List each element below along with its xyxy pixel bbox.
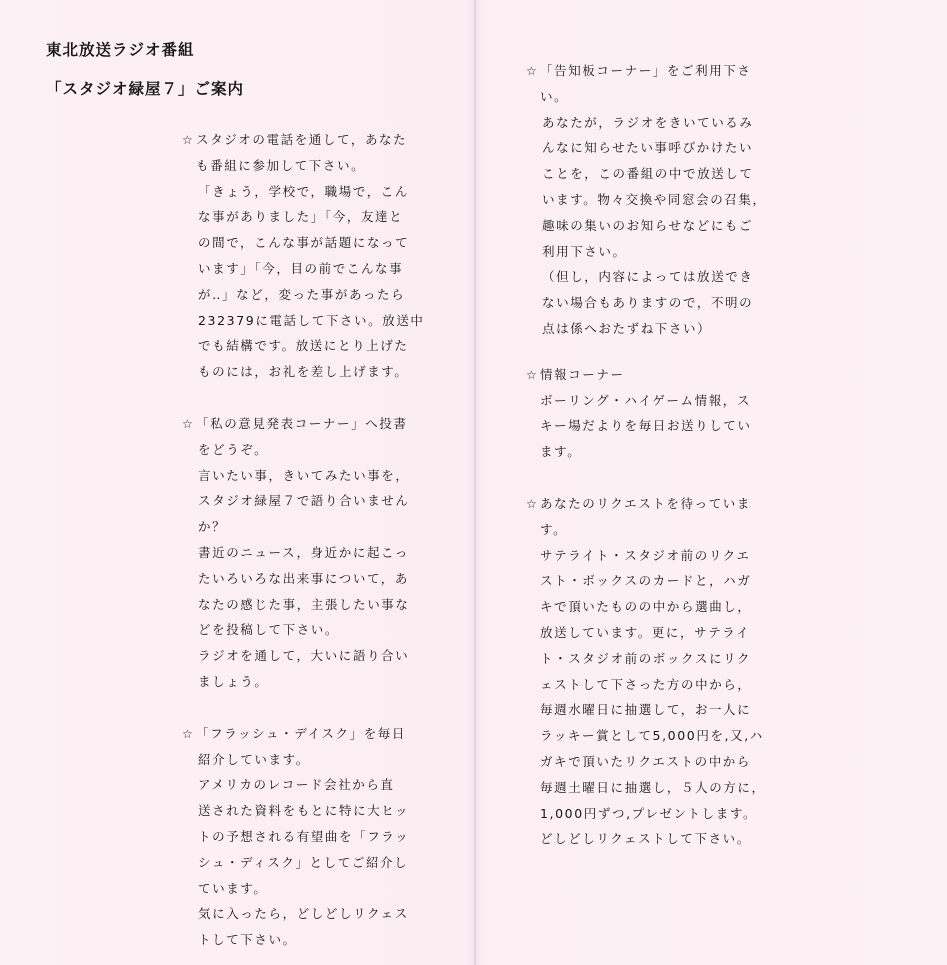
section-line: の間で，こんな事が話題になって (198, 235, 410, 251)
section-line: （但し，内容によっては放送でき (542, 269, 754, 285)
section-bulletin-board (526, 58, 776, 342)
section-line: 趣味の集いのお知らせなどにもご (542, 217, 754, 233)
section-line: ェストして下さった方の中から， (540, 676, 752, 692)
section-line: 紹介しています。 (198, 751, 310, 767)
section-line: か？ (198, 519, 227, 535)
section-line: ことを，この番組の中で放送して (542, 166, 754, 182)
section-line: トして下さい。 (198, 932, 297, 948)
section-line: でも結構です。放送にとり上げた (198, 338, 409, 354)
section-line: スタジオの電話を通して，あなた (196, 132, 408, 147)
section-line: シュ・ディスク」としてご紹介し (198, 854, 409, 870)
section-line: 1,000円ずつ,プレゼントします。 (540, 805, 758, 821)
star-icon: ☆ (182, 416, 195, 431)
section-line: たいろいろな出来事について，あ (198, 570, 410, 586)
section-opinion (182, 411, 432, 695)
section-line: います」「今，目の前でこんな事 (198, 260, 404, 276)
section-flash-disc (182, 721, 432, 953)
page-fold (474, 0, 476, 965)
right-column (526, 58, 776, 852)
section-line: す。 (540, 521, 568, 537)
section-line: スト・ボックスのカードと，ハガ (540, 573, 752, 589)
section-line: ラッキー賞として5,000円を,又,ハ (540, 728, 764, 744)
section-line: 232379に電話して下さい。放送中 (198, 312, 425, 328)
section-line: スタジオ緑屋７で語り合いません (198, 493, 410, 509)
section-line: なたの感じた事，主張したい事な (198, 596, 410, 612)
star-icon: ☆ (182, 133, 195, 147)
section-line: 毎週土曜日に抽選し，５人の方に， (540, 779, 766, 795)
section-request (526, 491, 776, 852)
section-line: 「告知板コーナー」をご利用下さ (540, 63, 752, 78)
section-line: サテライト・スタジオ前のリクエ (540, 547, 751, 563)
section-line: 情報コーナー (540, 366, 625, 382)
section-line: あなたのリクエストを待っていま (540, 495, 752, 511)
section-line: どしどしリクェストして下さい。 (540, 831, 751, 847)
section-line: 言いたい事，きいてみたい事を， (198, 467, 410, 483)
section-info (526, 362, 776, 465)
section-line: ラジオを通して，大いに語り合い (198, 648, 410, 664)
program-name: 東北放送ラジオ番組 (46, 41, 195, 59)
section-line: んなに知らせたい事呼びかけたい (542, 140, 754, 156)
section-line: います。物々交換や同窓会の召集， (542, 191, 767, 207)
star-icon: ☆ (182, 726, 195, 741)
section-line: アメリカのレコード会社から直 (198, 777, 395, 793)
section-line: 書近のニュース，身近かに起こっ (198, 544, 410, 560)
section-line: 「フラッシュ・デイスク」を毎日 (196, 725, 407, 741)
section-line: 「私の意見発表コーナー」へ投書 (196, 415, 408, 431)
section-line: 「きょう，学校で，職場で，こん (198, 183, 410, 199)
section-line: 放送しています。更に，サテライ (540, 624, 751, 640)
section-line: ト・スタジオ前のボックスにリク (540, 650, 752, 666)
section-line: い。 (540, 88, 569, 104)
section-line: ない場合もありますので，不明の (542, 295, 754, 311)
section-line: 利用下さい。 (542, 243, 627, 259)
section-line: 点は係へおたずね下さい） (542, 320, 712, 336)
section-line: トの予想される有望曲を「フラッ (198, 828, 410, 844)
section-line: ボーリング・ハイゲーム情報，ス (540, 392, 752, 408)
section-line: ています。 (198, 880, 268, 896)
section-line: あなたが，ラジオをきいているみ (542, 114, 754, 130)
section-line: も番組に参加して下さい。 (196, 157, 366, 173)
section-line: どを投稿して下さい。 (198, 622, 340, 638)
page-title: 「スタジオ緑屋７」ご案内 (46, 80, 245, 98)
section-phone (182, 127, 432, 385)
section-line: ます。 (540, 444, 582, 460)
section-line: キー場だよりを毎日お送りしてい (540, 418, 752, 434)
section-line: ものには，お礼を差し上げます。 (198, 364, 409, 380)
section-line: ガキで頂いたリクエストの中から (540, 753, 752, 769)
left-column (182, 127, 432, 953)
section-line: が‥」など，変った事があったら (198, 286, 406, 302)
section-line: ましょう。 (198, 673, 269, 689)
section-line: をどうぞ。 (198, 441, 269, 457)
section-line: 送された資料をもとに特に大ヒッ (198, 803, 410, 819)
section-line: 気に入ったら，どしどしリクェス (198, 906, 409, 922)
star-icon: ☆ (526, 367, 539, 382)
section-line: な事がありました」「今，友達と (198, 209, 404, 225)
star-icon: ☆ (526, 496, 539, 511)
section-line: 毎週水曜日に抽選して，お一人に (540, 702, 752, 718)
section-line: キで頂いたものの中から選曲し， (540, 599, 752, 615)
star-icon: ☆ (526, 64, 539, 78)
